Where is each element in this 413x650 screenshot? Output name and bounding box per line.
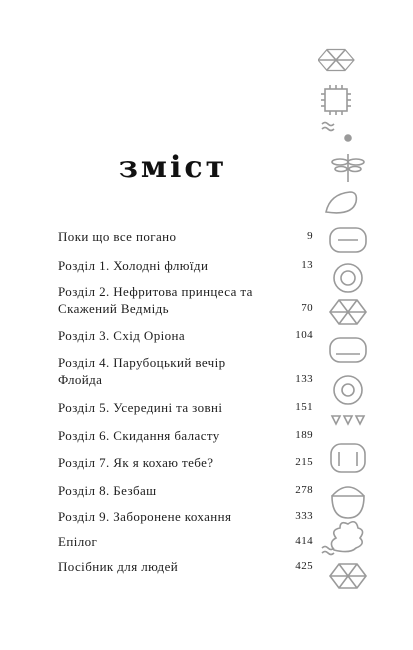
rounded-rect-icon <box>330 338 366 362</box>
toc-entry-page: 278 <box>295 484 313 496</box>
circle-icon <box>334 264 362 292</box>
dragonfly-icon <box>332 154 364 182</box>
toc-entry[interactable] <box>58 482 313 499</box>
toc-entry-label: Розділ 5. Усередині та зовні <box>58 400 223 415</box>
toc-entry[interactable] <box>58 399 313 416</box>
toc-entry-label: Розділ 3. Схід Оріона <box>58 328 186 343</box>
toc-entry[interactable] <box>58 327 313 344</box>
toc-entry-label: Розділ 8. Безбаш <box>58 483 157 498</box>
toc-entry-page: 189 <box>295 429 313 441</box>
rounded-rect-icon <box>331 444 365 472</box>
acorn-icon <box>332 487 364 518</box>
toc-entry[interactable] <box>58 558 313 575</box>
decorative-icon-column <box>318 38 378 598</box>
toc-entry-label: Епілог <box>58 534 98 549</box>
hexagon-icon <box>318 50 354 71</box>
toc-entry-label: Розділ 1. Холодні флюїди <box>58 258 209 273</box>
toc-entry[interactable] <box>58 454 313 471</box>
toc-entry[interactable] <box>58 257 313 274</box>
toc-entry[interactable] <box>58 283 313 317</box>
toc-entry-page: 333 <box>295 510 313 522</box>
hexagon-icon <box>330 564 366 588</box>
toc-entry-page: 414 <box>295 535 313 547</box>
toc-entry[interactable] <box>58 533 313 550</box>
toc-entry-page: 70 <box>301 302 313 314</box>
hexagon-icon <box>330 300 366 324</box>
toc-entry-page: 9 <box>307 230 313 242</box>
toc-entry-label: Розділ 9. Заборонене кохання <box>58 509 232 524</box>
ornament-strip <box>318 38 378 598</box>
page-title: зміст <box>118 150 228 185</box>
toc-entry[interactable] <box>58 354 313 388</box>
toc-entry-label: Посібник для людей <box>58 559 179 574</box>
toc-entry[interactable] <box>58 508 313 525</box>
toc-entry-page: 151 <box>295 401 313 413</box>
dot-icon <box>345 135 351 141</box>
toc-entry-page: 133 <box>295 373 313 385</box>
chip-icon <box>321 85 351 115</box>
toc-entry[interactable] <box>58 228 313 245</box>
toc-entry-page: 425 <box>295 560 313 572</box>
toc-entry-label: Розділ 2. Нефритова принцеса та Скажений Ведмідь <box>58 284 253 316</box>
toc-entry-page: 104 <box>295 329 313 341</box>
rounded-rect-icon <box>330 228 366 252</box>
toc-entry-page: 13 <box>301 259 313 271</box>
toc-entry-label: Розділ 6. Скидання баласту <box>58 428 220 443</box>
toc-entry[interactable] <box>58 427 313 444</box>
triangles-icon <box>332 416 364 424</box>
wave-icon <box>322 123 334 131</box>
oak-leaf-icon <box>331 522 362 552</box>
circle-icon <box>334 376 362 404</box>
toc-entry-label: Розділ 7. Як я кохаю тебе? <box>58 455 214 470</box>
toc-entry-label: Розділ 4. Парубоцький вечір Флойда <box>58 355 226 387</box>
toc-entry-page: 215 <box>295 456 313 468</box>
leaf-icon <box>326 192 356 213</box>
toc-entry-label: Поки що все погано <box>58 229 177 244</box>
